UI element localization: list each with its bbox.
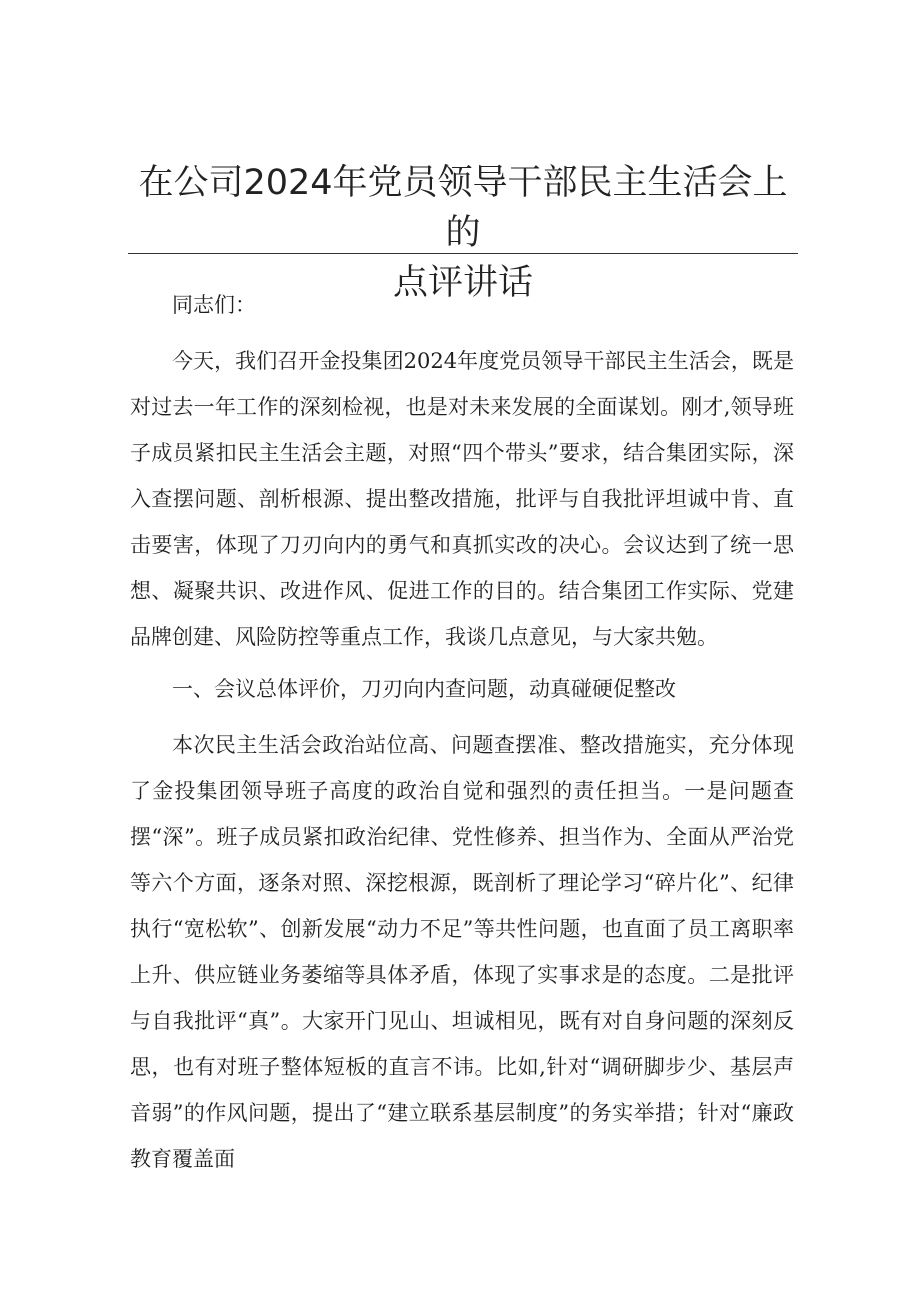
paragraph-intro-text: 今天，我们召开金投集团2024年度党员领导干部民主生活会，既是对过去一年工作的深刻检视，也是对未来发展的全面谋划。刚才,领导班子成员紧扣民主生活会主题，对照“四个带头”要求，结合集团实际，深入查摆问题、剖析根源、提出整改措施，批评与自我批评坦诚中肯、直击要害，体现了刀刃向内的勇气和真抓实改的决心。会议达到了统一思想、凝聚共识、改进作风、促进工作的目的。结合集团工作实际、党建品牌创建、风险防控等重点工作，我谈几点意见，与大家共勉。 — [130, 349, 794, 649]
section-heading-1-text: 一、会议总体评价，刀刃向内查问题，动真碰硬促整改 — [172, 677, 676, 701]
greeting-text: 同志们： — [172, 293, 256, 317]
title-divider — [128, 253, 798, 254]
paragraph-evaluation — [130, 722, 794, 1182]
title-line-2: 点评讲话 — [392, 263, 533, 303]
paragraph-evaluation-text: 本次民主生活会政治站位高、问题查摆准、整改措施实，充分体现了金投集团领导班子高度的政治自觉和强烈的责任担当。一是问题查摆“深”。班子成员紧扣政治纪律、党性修养、担当作为、全面从严治党等六个方面，逐条对照、深挖根源，既剖析了理论学习“碎片化”、纪律执行“宽松软”、创新发展“动力不足”等共性问题，也直面了员工离职率上升、供应链业务萎缩等具体矛盾，体现了实事求是的态度。二是批评与自我批评“真”。大家开门见山、坦诚相见，既有对自身问题的深刻反思，也有对班子整体短板的直言不讳。比如,针对“调研脚步少、基层声音弱”的作风问题，提出了“建立联系基层制度”的务实举措；针对“廉政教育覆盖面 — [130, 733, 794, 1171]
paragraph-intro — [130, 338, 794, 660]
title-line-1: 在公司2024年党员领导干部民主生活会上的 — [138, 163, 788, 253]
section-heading-1 — [130, 666, 794, 712]
greeting — [130, 282, 794, 328]
